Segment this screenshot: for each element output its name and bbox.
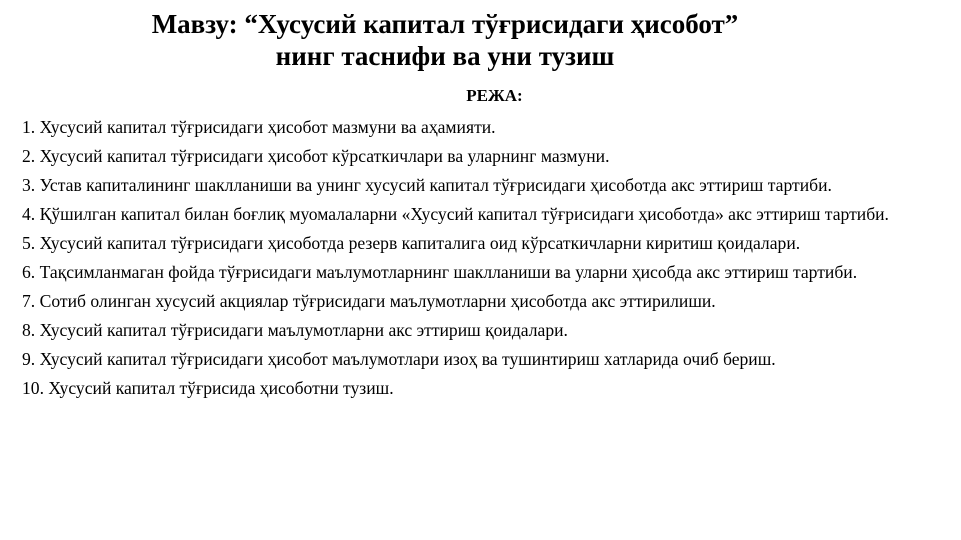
- plan-item-9: 9. Хусусий капитал тўғрисидаги ҳисобот маълумотлари изоҳ ва тушинтириш хатларида очиб бериш.: [22, 349, 776, 369]
- plan-item-2: 2. Хусусий капитал тўғрисидаги ҳисобот кўрсаткичлари ва уларнинг мазмуни.: [22, 146, 610, 166]
- title-line-1: Мавзу: “Хусусий капитал тўғрисидаги ҳисобот”: [151, 9, 739, 39]
- plan-item-8: 8. Хусусий капитал тўғрисидаги маълумотларни акс эттириш қоидалари.: [22, 320, 568, 340]
- plan-item-4: 4. Қўшилган капитал билан боғлиқ муомалаларни «Хусусий капитал тўғрисидаги ҳисоботда» акс эттириш тартиби.: [22, 204, 889, 224]
- plan-item-1: 1. Хусусий капитал тўғрисидаги ҳисобот мазмуни ва аҳамияти.: [22, 117, 496, 137]
- plan-item-7: 7. Сотиб олинган хусусий акциялар тўғрисидаги маълумотларни ҳисоботда акс эттирилиши.: [22, 291, 716, 311]
- title-line-2: нинг таснифи ва уни тузиш: [275, 41, 615, 71]
- plan-item-5: 5. Хусусий капитал тўғрисидаги ҳисоботда резерв капиталига оид кўрсаткичларни киритиш қоидалари.: [22, 233, 801, 253]
- plan-item-3: 3. Устав капиталининг шаклланиши ва унинг хусусий капитал тўғрисидаги ҳисоботда акс эттириш тартиби.: [22, 175, 832, 195]
- plan-item-10: 10. Хусусий капитал тўғрисида ҳисоботни тузиш.: [22, 378, 394, 398]
- plan-list: [22, 113, 942, 403]
- slide-title: [60, 8, 830, 72]
- plan-heading: РЕЖА:: [466, 86, 523, 105]
- plan-item-6: 6. Тақсимланмаган фойда тўғрисидаги маълумотларнинг шаклланиши ва уларни ҳисобда акс эттириш тартиби.: [22, 262, 858, 282]
